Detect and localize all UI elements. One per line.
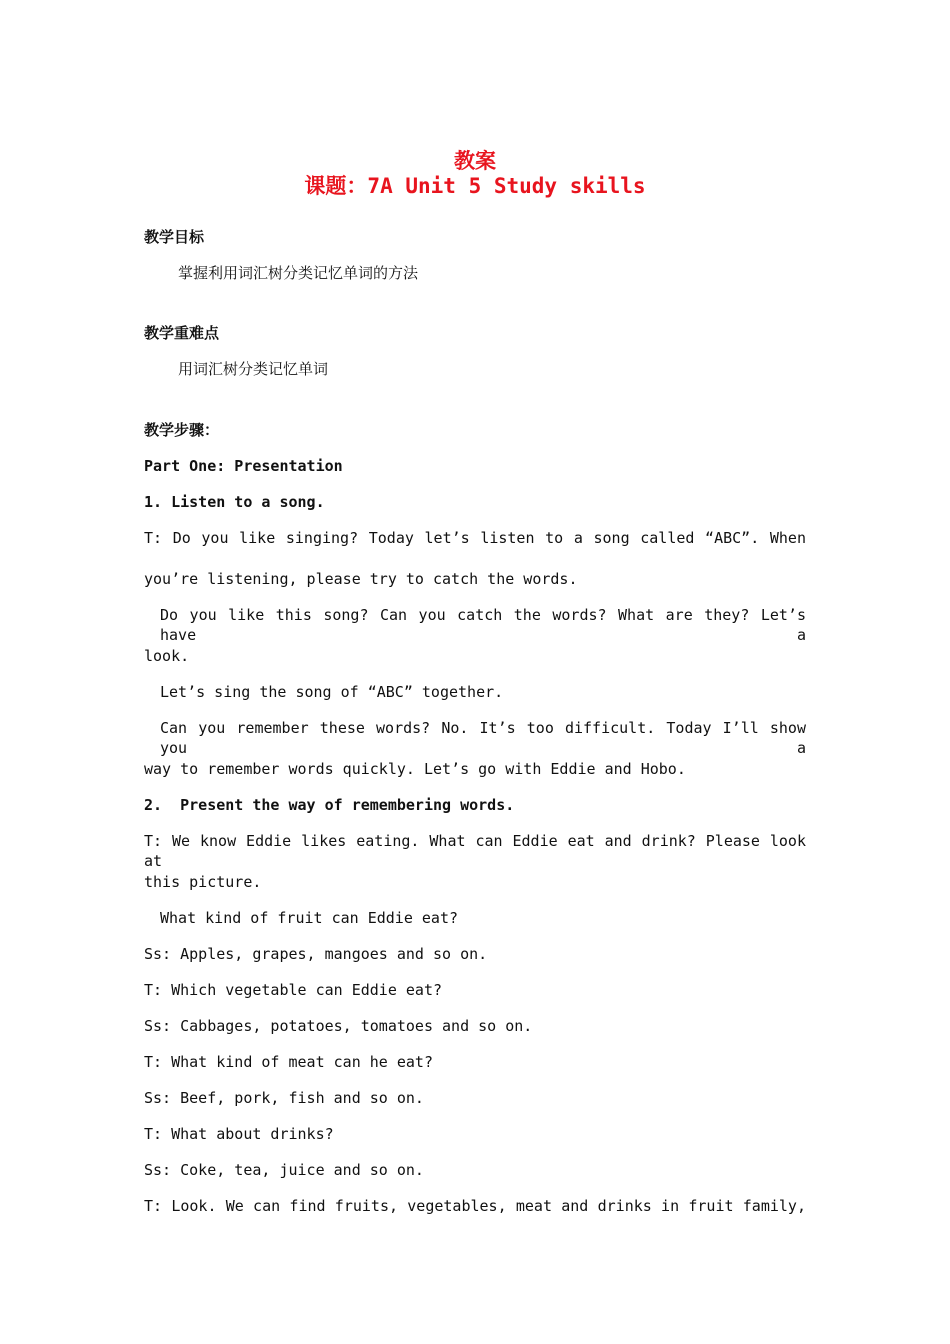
lesson-topic: 课题：7A Unit 5 Study skills [304,174,646,198]
step2-heading: 2. Present the way of remembering words. [144,796,515,814]
objectives-heading: 教学目标 [144,228,205,246]
dialogue-line: Ss: Coke, tea, juice and so on. [144,1161,424,1179]
step1-paragraph-line: look. [144,647,190,665]
steps-heading: 教学步骤： [144,421,220,439]
document-title: 教案 [454,149,496,173]
step1-paragraph-line: way to remember words quickly. Let’s go with Eddie and Hobo. [144,760,686,778]
step1-heading: 1. Listen to a song. [144,493,325,511]
dialogue-line: Ss: Apples, grapes, mangoes and so on. [144,945,488,963]
step1-paragraph-line: Do you like this song? Can you catch the words? What are they? Let’s have a [160,606,806,644]
step1-paragraph-line: Can you remember these words? No. It’s too difficult. Today I’ll show you a [160,719,806,757]
dialogue-line: T: Which vegetable can Eddie eat? [144,981,443,999]
dialogue-line: What kind of fruit can Eddie eat? [160,909,459,927]
step2-paragraph-line: this picture. [144,873,262,891]
step2-paragraph-line: T: We know Eddie likes eating. What can Eddie eat and drink? Please look at [144,832,806,870]
dialogue-line: Ss: Cabbages, potatoes, tomatoes and so on. [144,1017,533,1035]
key-points-heading: 教学重难点 [144,324,220,342]
step1-paragraph-line: Let’s sing the song of “ABC” together. [160,683,504,701]
key-points-text: 用词汇树分类记忆单词 [178,360,329,378]
dialogue-line: Ss: Beef, pork, fish and so on. [144,1089,424,1107]
dialogue-line: T: Look. We can find fruits, vegetables, meat and drinks in fruit family, [144,1197,806,1215]
dialogue-line: T: What about drinks? [144,1125,334,1143]
step1-paragraph-line: you’re listening, please try to catch the words. [144,570,578,588]
dialogue-line: T: What kind of meat can he eat? [144,1053,433,1071]
step1-paragraph-line: T: Do you like singing? Today let’s listen to a song called “ABC”. When [144,529,806,547]
objectives-text: 掌握利用词汇树分类记忆单词的方法 [178,264,419,282]
part-one-heading: Part One: Presentation [144,457,343,475]
